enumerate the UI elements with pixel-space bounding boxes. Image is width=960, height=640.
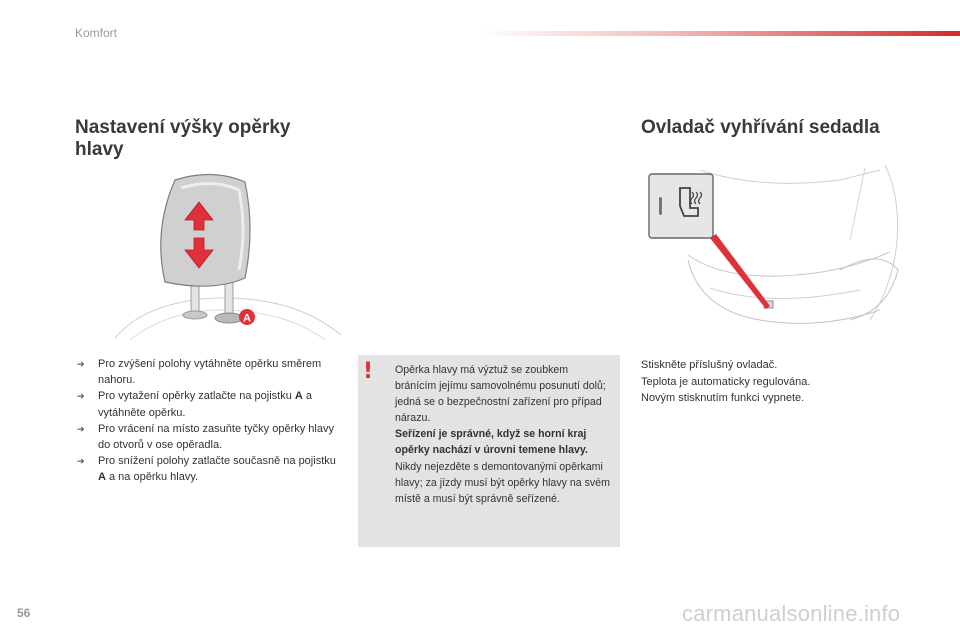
warning-text-1: Opěrka hlavy má výztuž se zoubkem bránícím jejímu samovolnému posunutí dolů; jedná se o bezpečnostní zařízení pro případ nárazu.: [395, 364, 606, 425]
watermark: carmanualsonline.info: [682, 601, 901, 626]
seat-heating-line: Stiskněte příslušný ovladač.: [641, 359, 778, 371]
section-label: Komfort: [75, 26, 118, 40]
list-item: ➔ Pro zvýšení polohy vytáhněte opěrku směrem nahoru.: [75, 356, 337, 388]
list-item: ➔ Pro snížení polohy zatlačte současně na pojistku A a na opěrku hlavy.: [75, 453, 337, 485]
list-item: ➔ Pro vytažení opěrky zatlačte na pojistku A a vytáhněte opěrku.: [75, 388, 337, 420]
label-a-text: A: [243, 312, 251, 325]
seat-heating-title: Ovladač vyhřívání sedadla: [641, 117, 880, 138]
seat-heating-illustration: [640, 160, 905, 340]
headrest-steps: [75, 356, 337, 486]
seat-heating-line: Novým stisknutím funkci vypnete.: [641, 392, 805, 404]
seat-heating-line: Teplota je automaticky regulována.: [641, 375, 811, 388]
warning-icon: !: [363, 359, 374, 384]
seat-heating-text: [641, 357, 891, 407]
warning-text-2: Seřízení je správné, když se horní kraj opěrky nachází v úrovni temene hlavy.: [395, 428, 588, 457]
warning-text-3: Nikdy nejezděte s demontovanými opěrkami hlavy; za jízdy musí být opěrky hlavy na svém místě a musí být správně seřízené.: [395, 460, 610, 505]
pointer-arrow-icon: [710, 234, 770, 309]
headrest-title: Nastavení výšky opěrky hlavy: [75, 117, 291, 160]
list-item: ➔ Pro vrácení na místo zasuňte tyčky opěrky hlavy do otvorů v ose opěradla.: [75, 421, 337, 453]
header-stripe: [480, 31, 960, 36]
seat-heating-button-icon: [649, 174, 713, 238]
warning-box: [358, 355, 620, 547]
headrest-illustration: [105, 170, 345, 345]
page-number: 56: [17, 606, 31, 620]
